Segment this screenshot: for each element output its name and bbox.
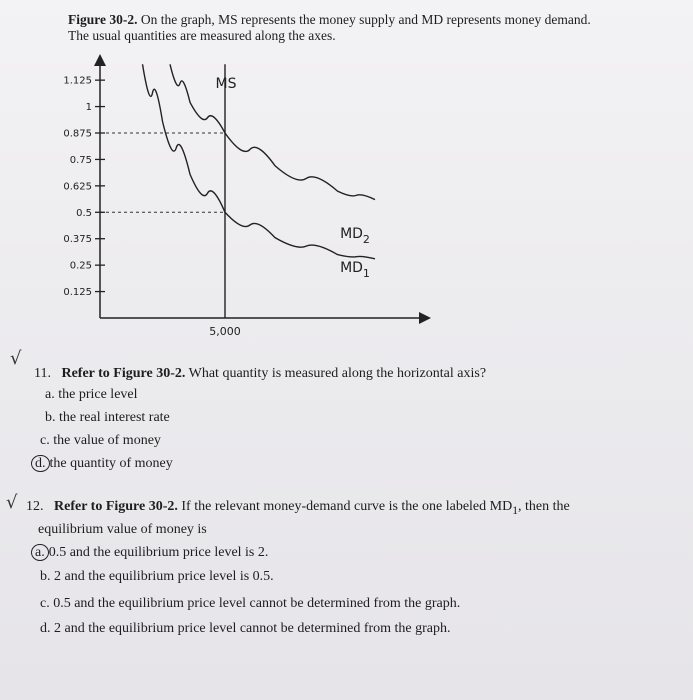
q12-option-d[interactable]: d. 2 and the equilibrium price level cannot be determined from the graph. xyxy=(40,621,451,636)
y-tick-label: 0.875 xyxy=(63,128,92,140)
figure-caption-line2: The usual quantities are measured along the axes. xyxy=(68,28,336,43)
question-11 xyxy=(34,365,486,383)
curve-label-ms: MS xyxy=(215,76,237,92)
figure-caption-line1: On the graph, MS represents the money supply and MD represents money demand. xyxy=(137,12,591,27)
q12-option-b[interactable]: b. 2 and the equilibrium price level is 0.5. xyxy=(40,569,274,584)
y-tick-label: 0.75 xyxy=(69,154,92,166)
question-12-lead: Refer to Figure 30-2. xyxy=(54,499,178,514)
y-axis-ticks xyxy=(63,76,105,298)
question-12-line2: equilibrium value of money is xyxy=(38,522,207,537)
y-tick-label: 0.125 xyxy=(63,287,92,299)
q11-option-b[interactable]: b. the real interest rate xyxy=(45,410,170,425)
q12-answer-circle: a. xyxy=(31,544,49,561)
figure-title: Figure 30-2. xyxy=(68,12,138,27)
check-mark-q11: √ xyxy=(10,348,22,369)
guide-lines xyxy=(100,133,225,212)
y-tick-label: 0.625 xyxy=(63,181,92,193)
curve-label-md1: $MD_1$ xyxy=(340,260,370,280)
y-tick-label: 0.375 xyxy=(63,234,92,246)
x-axis-ticks xyxy=(209,325,241,338)
q12-option-c[interactable]: c. 0.5 and the equilibrium price level cannot be determined from the graph. xyxy=(40,596,461,611)
question-11-number: 11. xyxy=(34,366,51,381)
q11-option-c[interactable]: c. the value of money xyxy=(40,433,161,448)
curve-md2 xyxy=(170,64,375,199)
x-tick-label: 5,000 xyxy=(209,325,241,338)
q11-option-a[interactable]: a. the price level xyxy=(45,387,138,402)
y-tick-label: 1.125 xyxy=(63,75,92,87)
q11-answer-circle: d. xyxy=(31,455,50,472)
curves xyxy=(143,64,376,318)
question-11-lead: Refer to Figure 30-2. xyxy=(61,366,186,381)
q11-option-d[interactable]: d. the quantity of money xyxy=(31,455,173,473)
q12-option-a[interactable]: a. 0.5 and the equilibrium price level is 2. xyxy=(31,544,268,562)
question-12: 12. Refer to Figure 30-2. If the relevant money-demand curve is the one labeled $MD_1$, then the xyxy=(26,499,570,517)
question-12-number: 12. xyxy=(26,499,44,514)
question-11-text: What quantity is measured along the horizontal axis? xyxy=(185,366,487,381)
y-tick-label: 0.25 xyxy=(69,260,92,272)
check-mark-q12: √ xyxy=(6,492,18,513)
y-tick-label: 0.5 xyxy=(76,207,92,219)
curve-label-md2: $MD_2$ xyxy=(340,226,370,246)
question-12-text: If the relevant money-demand curve is the one labeled MD xyxy=(177,499,513,514)
y-tick-label: 1 xyxy=(85,102,92,114)
